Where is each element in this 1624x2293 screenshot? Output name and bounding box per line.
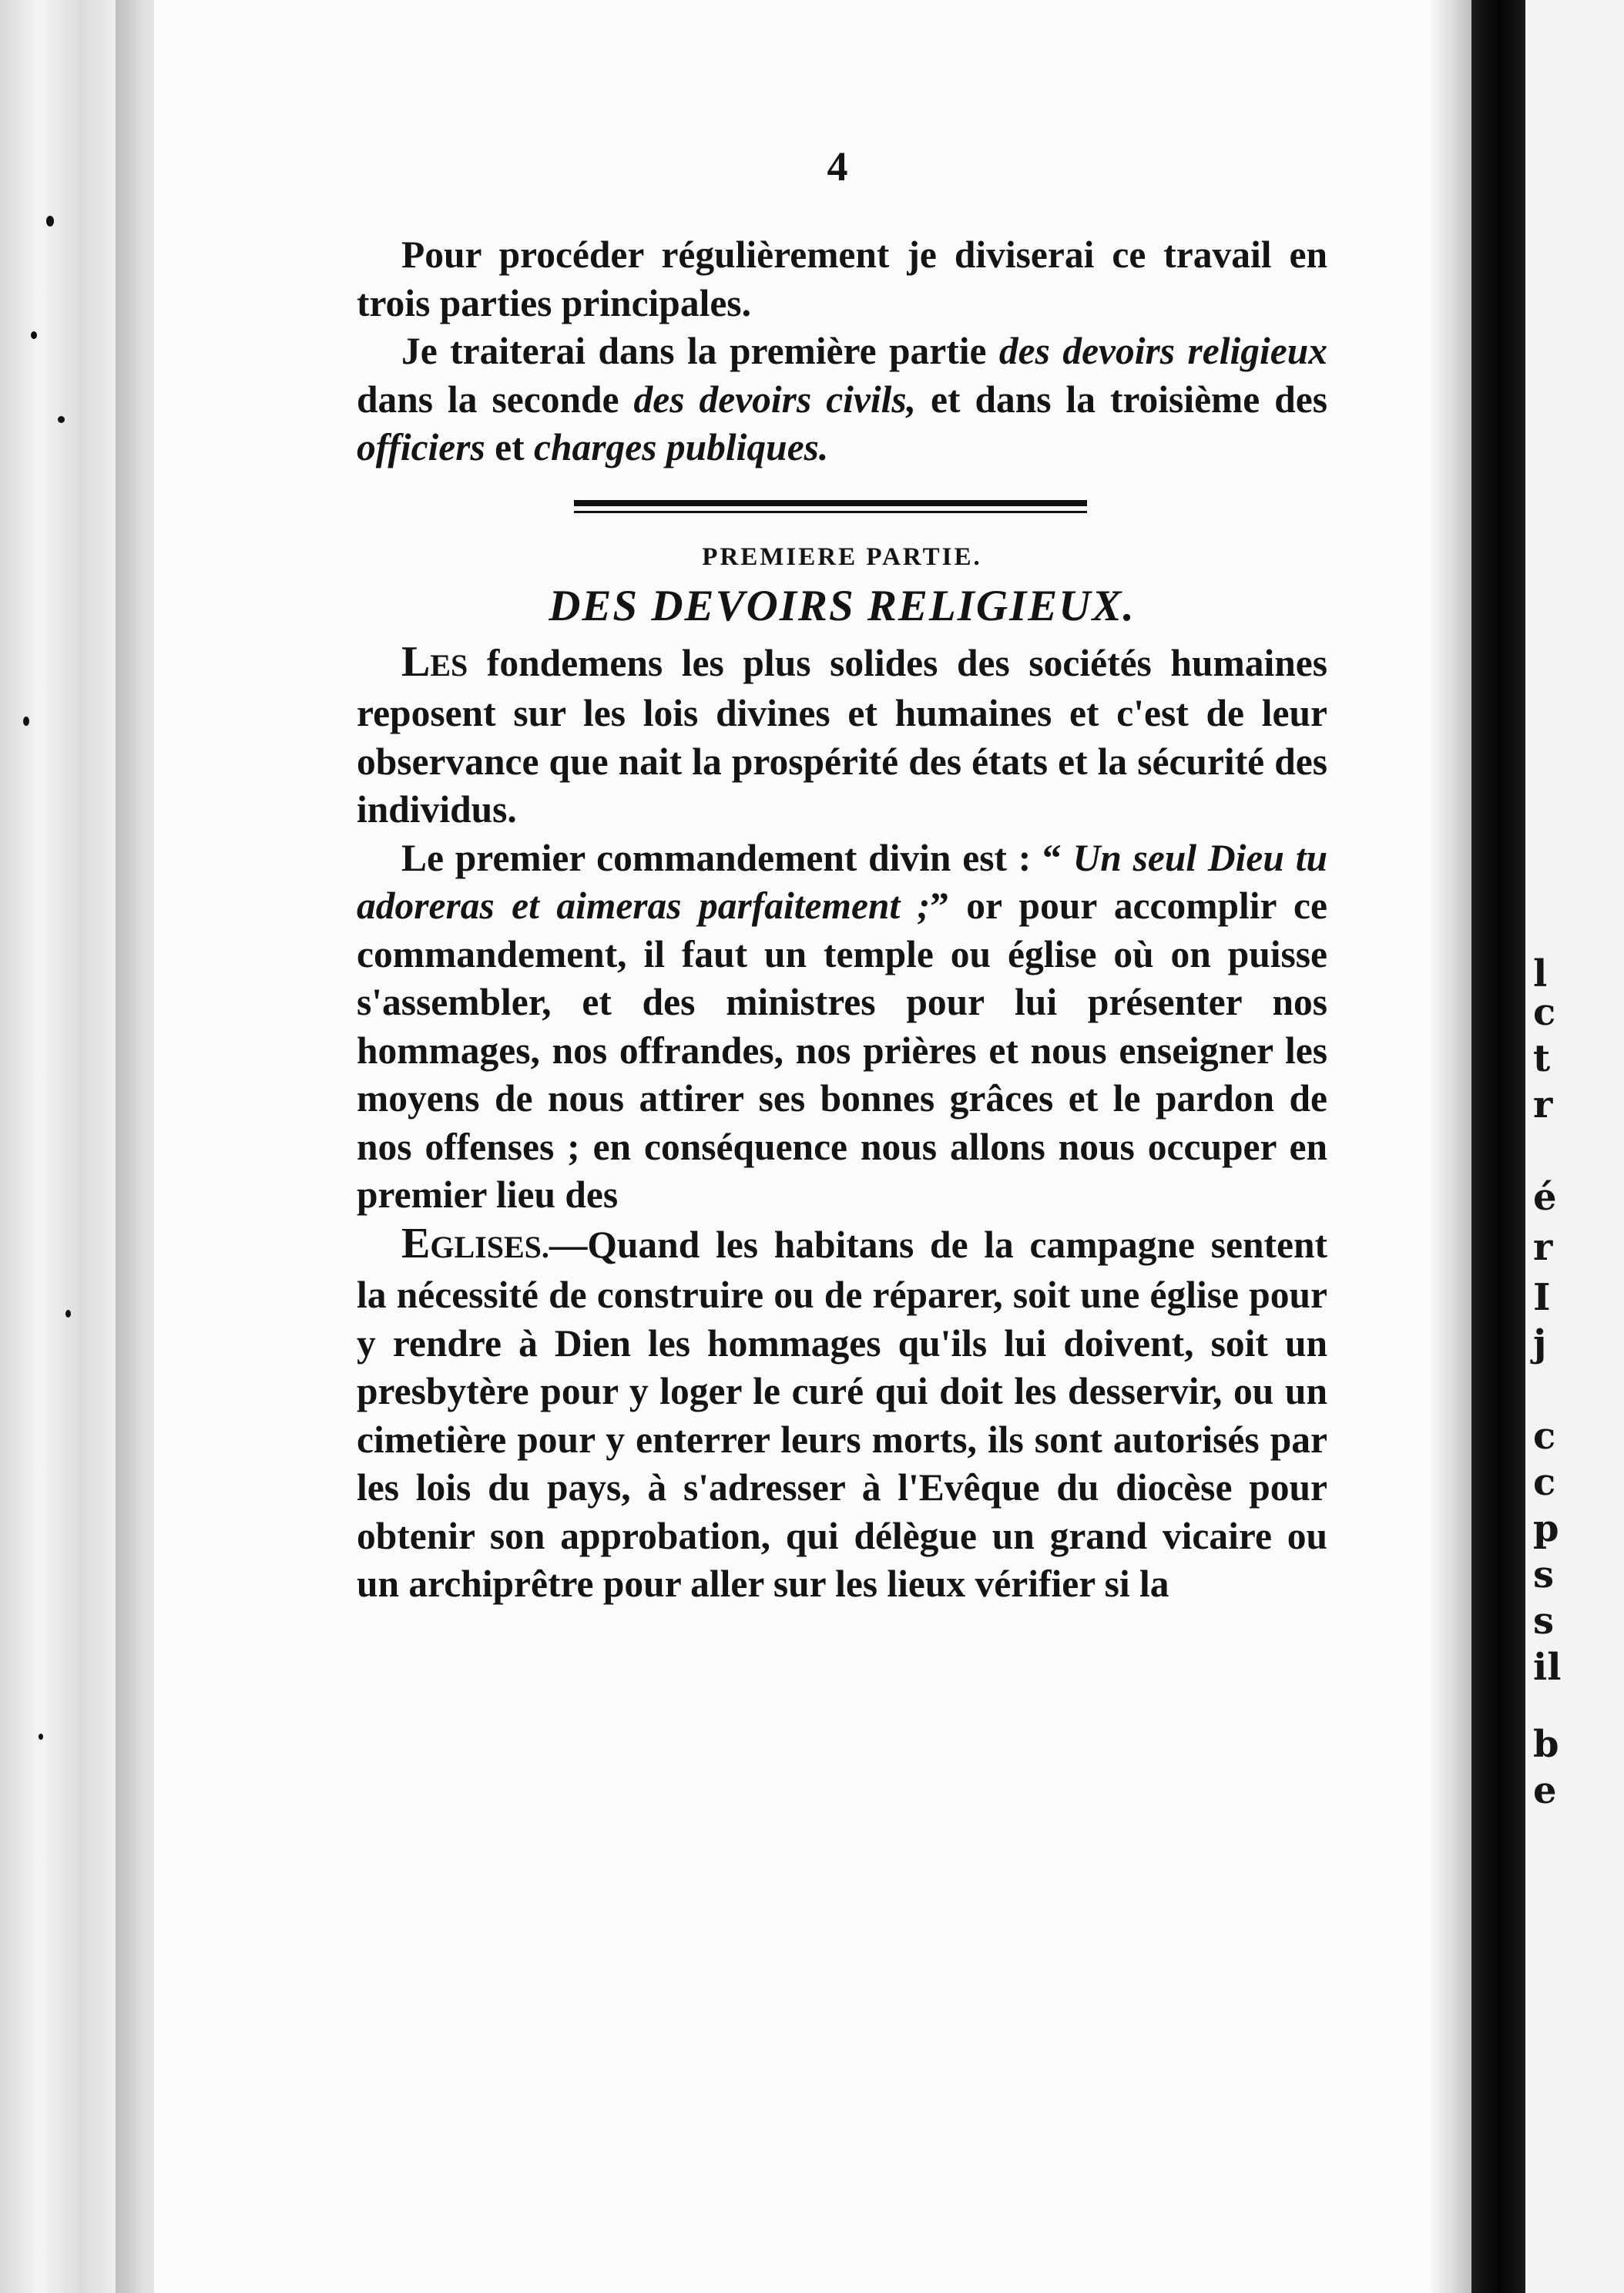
divider-thick-rule (574, 500, 1087, 506)
facing-fragment: e (1533, 1769, 1557, 1812)
body-text: —Quand les habitans de la campagne sentent la nécessité de construire ou de réparer, soit une église pour y rendre à Dien les hommages qu'ils lui doivent, soit un presbytère pour y loger le curé qui doit les desservir, ou un cimetière pour y enterrer leurs morts, ils sont autorisés par les lois du pays, à s'adresser à l'Evêque du diocèse pour obtenir son approbation, qui délègue un grand vicaire ou un archiprêtre pour aller sur les lieux vérifier si la (357, 1223, 1327, 1605)
facing-fragment: c (1533, 991, 1556, 1034)
facing-fragment: r (1533, 1226, 1553, 1269)
facing-fragment: I (1533, 1276, 1551, 1319)
section-divider (574, 500, 1087, 513)
page-fold-shadow (1429, 0, 1471, 2293)
part-heading: PREMIERE PARTIE. (702, 542, 982, 571)
facing-fragment: r (1533, 1083, 1553, 1126)
body-paragraph (357, 834, 1327, 1220)
plan-paragraph (357, 327, 1327, 472)
body-text: fondemens les plus solides des sociétés humaines reposent sur les lois divines et humaines et c'est de leur observance que nait la prospérité des états et la sécurité des individus. (357, 641, 1327, 831)
book-gutter (1471, 0, 1525, 2293)
page-text (357, 231, 1327, 1609)
plan-text: et (485, 426, 535, 468)
body-text: ” or pour accomplir ce commandement, il faut un temple ou église où on puisse s'assembler, et des ministres pour lui présenter nos hommages, nos offrandes, nos prières et nous enseigner les moyens de nous attirer ses bonnes grâces et le pardon de nos offenses ; en conséquence nous allons nous occuper en premier lieu des (357, 885, 1327, 1216)
facing-fragment: é (1533, 1176, 1557, 1219)
facing-fragment: l (1533, 952, 1548, 995)
facing-fragment: p (1533, 1507, 1559, 1550)
small-caps-initial: L (401, 637, 431, 686)
page-number: 4 (827, 143, 848, 190)
facing-fragment: il (1533, 1646, 1562, 1689)
divider-thin-rule (574, 511, 1087, 513)
facing-fragment: j (1533, 1322, 1547, 1365)
small-caps-initial: E (401, 1219, 431, 1267)
facing-fragment: s (1533, 1600, 1555, 1643)
facing-fragment: b (1533, 1723, 1559, 1766)
section-title: DES DEVOIRS RELIGIEUX. (549, 581, 1136, 630)
intro-paragraph (357, 231, 1327, 327)
intro-text: Pour procéder régulièrement je diviserai ce travail en trois parties principales. (357, 233, 1327, 324)
facing-fragment: c (1533, 1461, 1556, 1504)
body-text: Le premier commandement divin est : “ (401, 836, 1073, 879)
quotation: Un seul Dieu tu adoreras et aimeras parfaitement ; (357, 836, 1327, 927)
plan-emphasis: officiers (357, 426, 485, 468)
plan-emphasis: des devoirs civils, (633, 378, 917, 421)
plan-text: dans la seconde (357, 378, 634, 421)
body-paragraph (357, 1220, 1327, 1609)
plan-text: et dans la troisième des (916, 378, 1327, 421)
plan-text: Je traiterai dans la première partie (401, 330, 999, 372)
plan-emphasis: charges publiques. (534, 426, 829, 468)
facing-page-edge (1525, 0, 1624, 2293)
facing-fragment: s (1533, 1553, 1555, 1596)
small-caps-rest: GLISES. (430, 1229, 549, 1264)
left-page-edge (0, 0, 116, 2293)
small-caps-rest: ES (430, 647, 468, 683)
plan-emphasis: des devoirs religieux (998, 330, 1327, 372)
facing-fragment: c (1533, 1415, 1556, 1458)
facing-fragment: t (1533, 1037, 1551, 1080)
body-paragraph (357, 638, 1327, 834)
